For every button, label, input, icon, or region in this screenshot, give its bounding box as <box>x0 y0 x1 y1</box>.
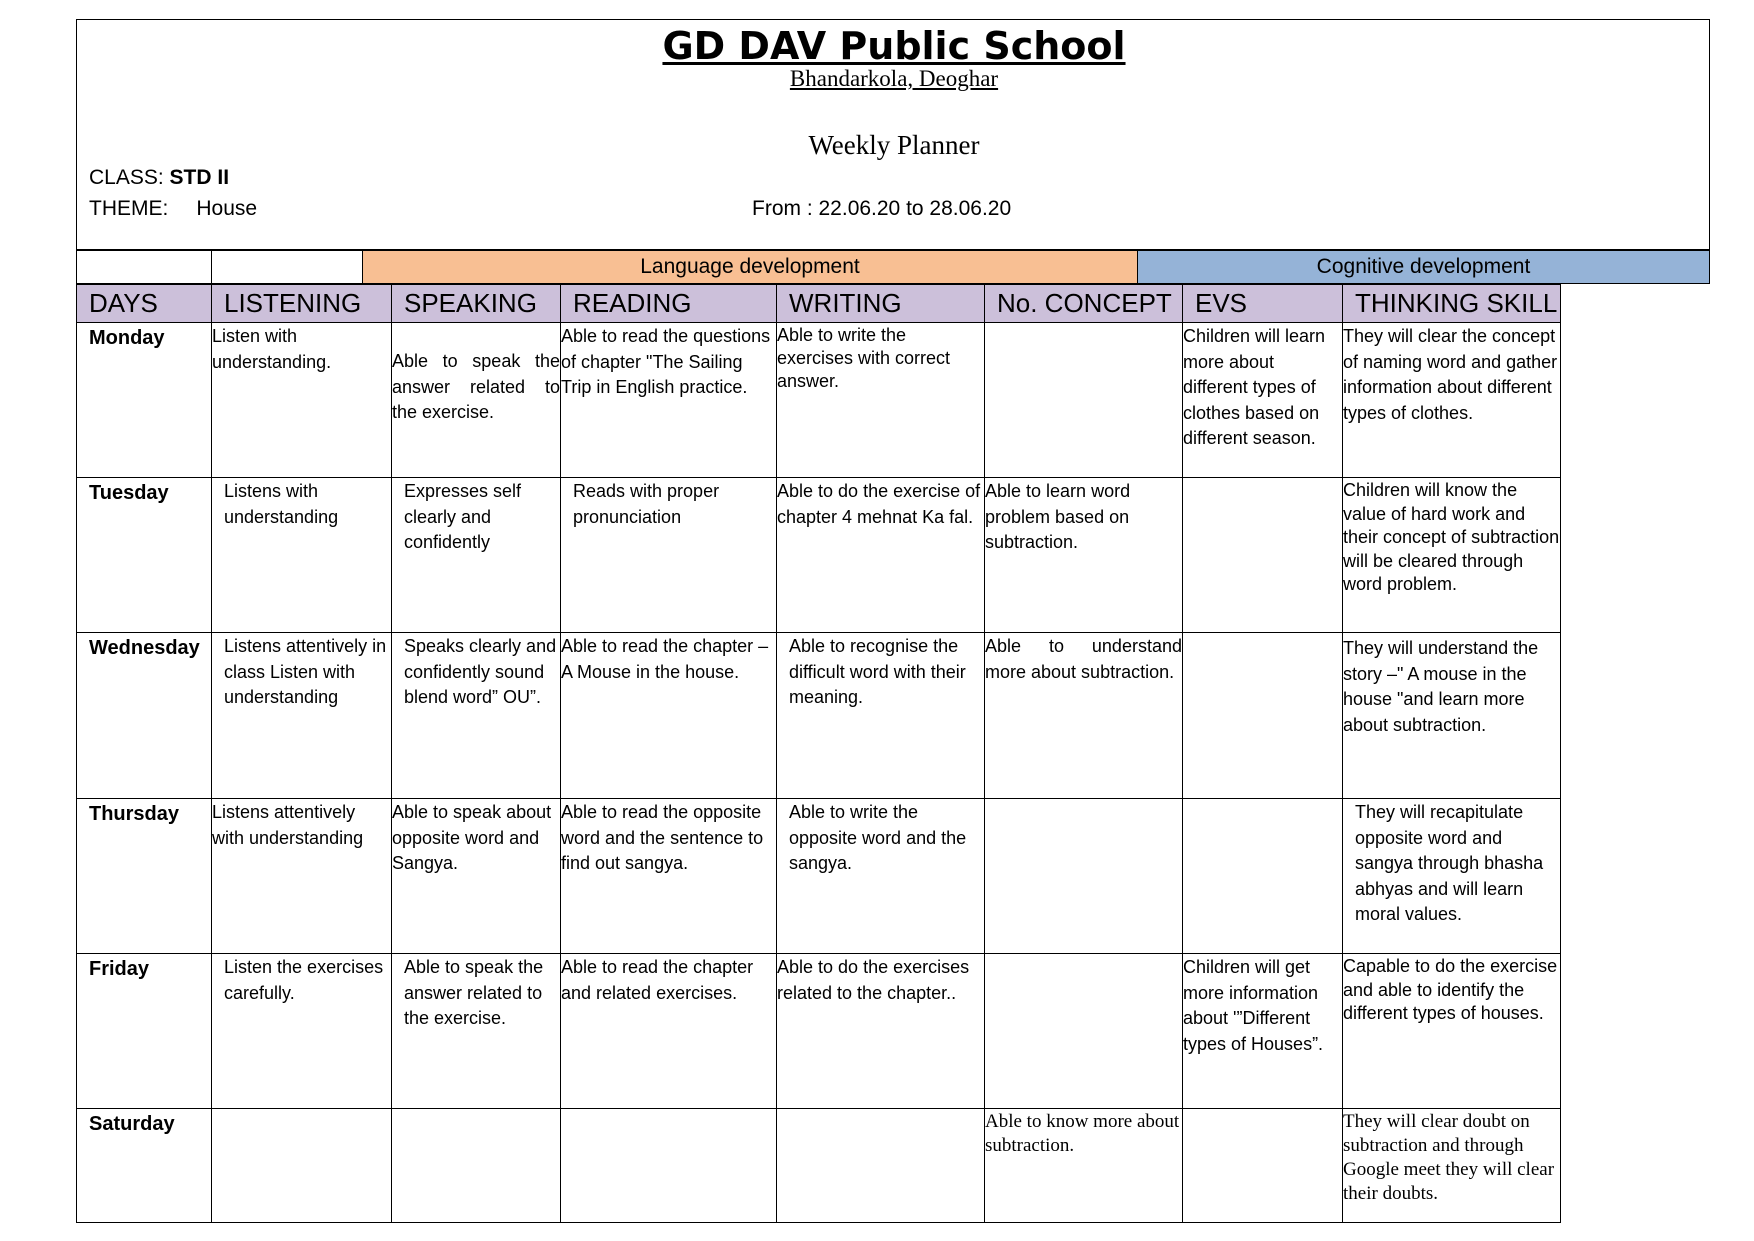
concept-cell <box>985 954 1183 1109</box>
listening-text: Listens attentively with understanding <box>212 802 364 848</box>
reading-text: Reads with proper pronunciation <box>573 481 720 527</box>
day-cell: Tuesday <box>77 478 212 633</box>
speaking-text: Able to speak the answer related to the exercise. <box>404 957 544 1028</box>
listening-cell <box>212 954 392 1109</box>
speaking-cell <box>392 633 561 799</box>
column-header-writing: WRITING <box>777 285 985 323</box>
evs-cell <box>1183 1109 1343 1223</box>
listening-cell <box>212 799 392 954</box>
thinking-text: Children will know the value of hard work and their concept of subtraction will be cleared through word problem. <box>1343 480 1560 594</box>
writing-text: Able to do the exercise of chapter 4 mehnat Ka fal. <box>777 481 981 527</box>
column-header-listening: LISTENING <box>212 285 392 323</box>
evs-text <box>1183 1109 1342 1110</box>
reading-cell <box>561 323 777 478</box>
listening-cell <box>212 633 392 799</box>
concept-text <box>985 954 1182 955</box>
planner-title: Weekly Planner <box>808 130 980 160</box>
reading-cell <box>561 1109 777 1223</box>
reading-cell <box>561 954 777 1109</box>
day-cell: Friday <box>77 954 212 1109</box>
category-blank-days <box>76 250 212 284</box>
speaking-text: Expresses self clearly and confidently <box>404 481 522 552</box>
table-row <box>77 1109 1561 1223</box>
reading-cell <box>561 799 777 954</box>
thinking-cell <box>1343 633 1561 799</box>
date-range: From : 22.06.20 to 28.06.20 <box>752 197 1012 220</box>
speaking-cell <box>392 478 561 633</box>
reading-text <box>561 1109 776 1110</box>
speaking-cell <box>392 954 561 1109</box>
evs-cell <box>1183 633 1343 799</box>
speaking-cell <box>392 799 561 954</box>
listening-cell <box>212 478 392 633</box>
writing-text: Able to write the opposite word and the sangya. <box>789 802 967 873</box>
evs-text <box>1183 799 1342 800</box>
writing-text <box>777 1109 984 1110</box>
listening-text: Listens attentively in class Listen with understanding <box>224 636 387 707</box>
weekly-planner-table <box>76 284 1561 1223</box>
speaking-cell <box>392 323 561 478</box>
thinking-text: They will recapitulate opposite word and sangya through bhasha abhyas and will learn moral values. <box>1355 802 1544 924</box>
evs-text <box>1183 478 1342 479</box>
thinking-text: Capable to do the exercise and able to identify the different types of houses. <box>1343 956 1558 1023</box>
thinking-text: They will understand the story –" A mouse in the house "and learn more about subtraction. <box>1343 638 1539 735</box>
writing-cell <box>777 478 985 633</box>
class-line <box>89 166 229 190</box>
header-frame <box>76 19 1710 250</box>
column-header-speaking: SPEAKING <box>392 285 561 323</box>
writing-cell <box>777 323 985 478</box>
writing-cell <box>777 1109 985 1223</box>
speaking-text: Able to speak the answer related to the exercise. <box>392 351 560 422</box>
speaking-cell <box>392 1109 561 1223</box>
concept-text <box>985 323 1182 324</box>
theme-line <box>89 197 257 221</box>
column-header-thinking-skill: THINKING SKILL <box>1343 285 1561 323</box>
thinking-cell <box>1343 478 1561 633</box>
school-name: GD DAV Public School <box>662 24 1126 68</box>
listening-text: Listen the exercises carefully. <box>224 957 384 1003</box>
class-label: CLASS: <box>89 166 164 189</box>
writing-cell <box>777 633 985 799</box>
column-header-evs: EVS <box>1183 285 1343 323</box>
writing-text: Able to recognise the difficult word with their meaning. <box>789 636 966 707</box>
concept-cell <box>985 633 1183 799</box>
concept-cell <box>985 323 1183 478</box>
day-cell: Saturday <box>77 1109 212 1223</box>
listening-text: Listen with understanding. <box>212 326 332 372</box>
speaking-text <box>392 1109 560 1110</box>
column-header-no-concept: No. CONCEPT <box>985 285 1183 323</box>
speaking-text: Speaks clearly and confidently sound blend word” OU”. <box>404 636 557 707</box>
thinking-cell <box>1343 799 1561 954</box>
day-cell: Thursday <box>77 799 212 954</box>
thinking-cell <box>1343 954 1561 1109</box>
writing-text: Able to do the exercises related to the chapter.. <box>777 957 970 1003</box>
reading-cell <box>561 478 777 633</box>
writing-cell <box>777 954 985 1109</box>
reading-text: Able to read the questions of chapter "The Sailing Trip in English practice. <box>561 326 771 397</box>
evs-cell <box>1183 323 1343 478</box>
evs-cell <box>1183 478 1343 633</box>
theme-label: THEME: <box>89 197 169 220</box>
concept-cell <box>985 478 1183 633</box>
category-language-development: Language development <box>362 250 1138 284</box>
thinking-cell <box>1343 1109 1561 1223</box>
table-row <box>77 799 1561 954</box>
reading-text: Able to read the chapter – A Mouse in the house. <box>561 636 769 682</box>
column-header-row <box>77 285 1561 323</box>
day-cell: Monday <box>77 323 212 478</box>
writing-text: Able to write the exercises with correct answer. <box>777 325 951 391</box>
reading-cell <box>561 633 777 799</box>
concept-text <box>985 799 1182 800</box>
theme-value: House <box>196 197 258 220</box>
concept-cell <box>985 1109 1183 1223</box>
concept-text: Able to understand more about subtraction. <box>985 636 1182 682</box>
concept-text: Able to know more about subtraction. <box>985 1111 1180 1156</box>
evs-text: Children will get more information about '”Different types of Houses”. <box>1183 957 1324 1054</box>
reading-text: Able to read the opposite word and the sentence to find out sangya. <box>561 802 764 873</box>
listening-text <box>212 1109 391 1110</box>
table-row <box>77 323 1561 478</box>
evs-text: Children will learn more about different types of clothes based on different season. <box>1183 326 1326 448</box>
category-cognitive-development: Cognitive development <box>1137 250 1710 284</box>
table-row <box>77 478 1561 633</box>
evs-cell <box>1183 954 1343 1109</box>
table-row <box>77 954 1561 1109</box>
thinking-cell <box>1343 323 1561 478</box>
thinking-text: They will clear doubt on subtraction and through Google meet they will clear their doubts. <box>1343 1111 1555 1204</box>
listening-cell <box>212 323 392 478</box>
thinking-text: They will clear the concept of naming word and gather information about different types of clothes. <box>1343 326 1558 423</box>
school-address: Bhandarkola, Deoghar <box>789 66 999 91</box>
column-header-reading: READING <box>561 285 777 323</box>
evs-cell <box>1183 799 1343 954</box>
evs-text <box>1183 633 1342 634</box>
category-blank-listening <box>211 250 363 284</box>
table-row <box>77 633 1561 799</box>
listening-cell <box>212 1109 392 1223</box>
column-header-days: DAYS <box>77 285 212 323</box>
concept-text: Able to learn word problem based on subtraction. <box>985 481 1131 552</box>
listening-text: Listens with understanding <box>224 481 339 527</box>
writing-cell <box>777 799 985 954</box>
class-value: STD II <box>169 166 230 189</box>
speaking-text: Able to speak about opposite word and Sangya. <box>392 802 552 873</box>
concept-cell <box>985 799 1183 954</box>
day-cell: Wednesday <box>77 633 212 799</box>
reading-text: Able to read the chapter and related exercises. <box>561 957 754 1003</box>
